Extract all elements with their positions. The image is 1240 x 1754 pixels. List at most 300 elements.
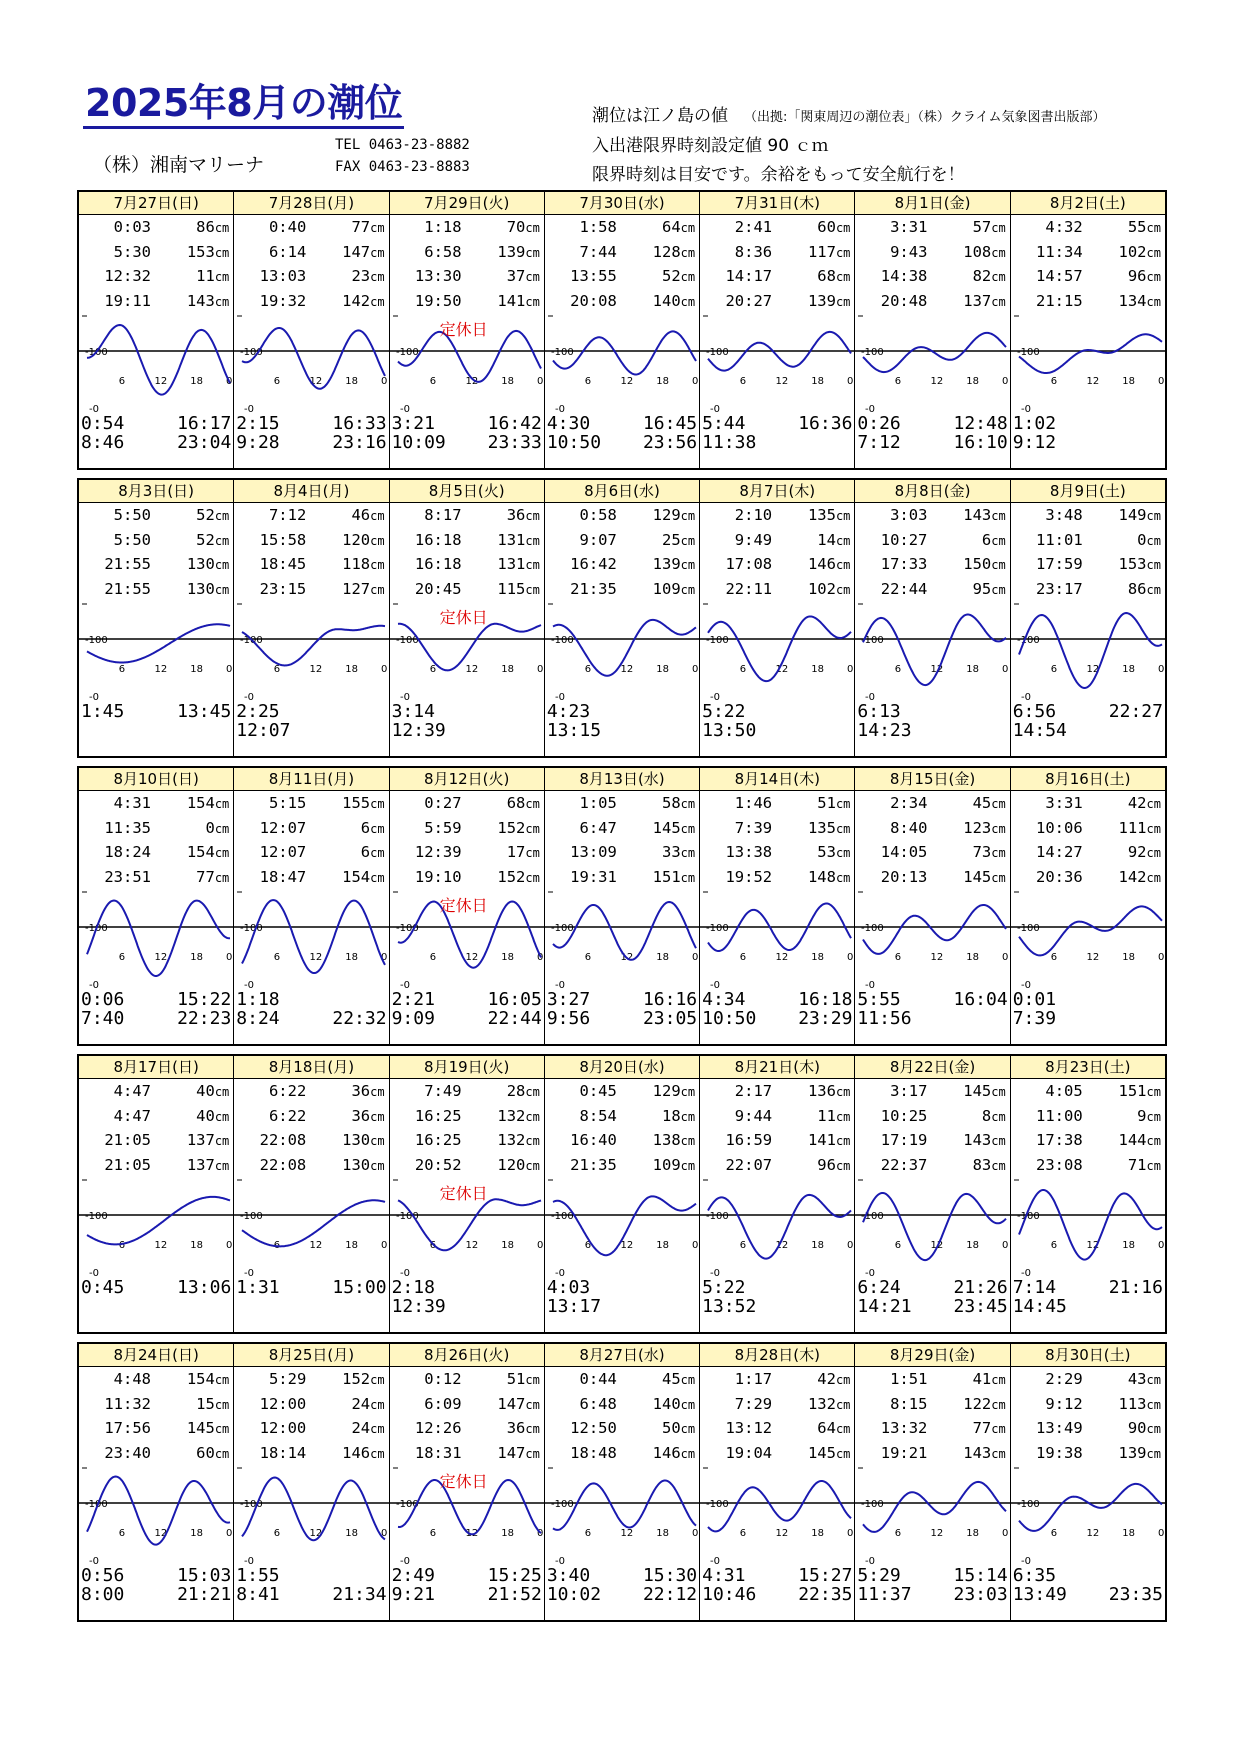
tide-height: 96cm <box>1127 267 1161 285</box>
tide-row <box>392 504 540 529</box>
tide-list <box>855 215 1009 314</box>
tide-unit: cm <box>525 1085 540 1099</box>
tide-time: 21:55 <box>104 555 151 573</box>
tide-row <box>392 841 540 866</box>
x-tick-label: 0 <box>691 1240 699 1251</box>
tide-unit: cm <box>680 1446 696 1461</box>
tide-height: 9cm <box>1137 1106 1161 1125</box>
tide-graph <box>79 596 234 704</box>
week-row <box>77 1054 1167 1334</box>
limit-time: 13:52 <box>702 1296 757 1317</box>
tide-height: 154cm <box>186 843 230 861</box>
x-tick-label: 6 <box>739 664 747 675</box>
limit-times <box>1013 702 1163 740</box>
day-cell <box>233 1056 388 1332</box>
tide-unit: cm <box>680 1109 696 1124</box>
tide-height: 130cm <box>186 555 230 573</box>
tide-unit: cm <box>991 533 1006 548</box>
limit-times <box>236 702 386 740</box>
tide-height: 127cm <box>342 579 385 598</box>
limit-time: 21:52 <box>487 1584 542 1605</box>
limit-time: 5:22 <box>702 1277 746 1298</box>
day-cell <box>1010 480 1165 756</box>
x-tick-label: 6 <box>118 952 126 963</box>
tide-time: 2:17 <box>734 1082 773 1100</box>
day-cell <box>389 1056 544 1332</box>
tide-time: 13:38 <box>725 843 773 861</box>
tide-row <box>392 1129 540 1154</box>
tide-time: 22:08 <box>259 1131 307 1149</box>
tide-graph <box>1011 1172 1166 1280</box>
tide-time: 11:32 <box>104 1394 151 1413</box>
limit-time: 4:03 <box>546 1277 591 1298</box>
tide-row <box>857 216 1005 241</box>
tide-height: 50cm <box>662 1419 696 1437</box>
tide-height: 146cm <box>342 1443 385 1462</box>
tide-unit: cm <box>214 1085 230 1099</box>
tide-time: 3:17 <box>890 1082 928 1100</box>
tide-time: 0:40 <box>268 218 307 236</box>
tide-time: 2:10 <box>734 506 773 524</box>
tide-height: 64cm <box>662 218 696 236</box>
day-header: 8月27日(水) <box>545 1344 699 1367</box>
limit-row <box>236 990 386 1009</box>
tide-height: 40cm <box>196 1106 230 1125</box>
limit-time: 10:50 <box>546 432 602 453</box>
x-tick-label: 12 <box>154 664 168 675</box>
tide-row <box>857 1105 1005 1130</box>
x-tick-label: 6 <box>274 1528 281 1539</box>
x-tick-label: 0 <box>381 664 388 675</box>
x-tick-label: 12 <box>620 1528 634 1539</box>
tide-unit: cm <box>991 558 1006 572</box>
tide-unit: cm <box>525 846 540 860</box>
y-label-0: -0 <box>865 980 876 991</box>
tide-unit: cm <box>214 582 230 597</box>
limit-time: 9:21 <box>391 1584 435 1605</box>
limit-time: 5:55 <box>857 989 901 1010</box>
x-tick-label: 0 <box>1002 1240 1009 1251</box>
tide-height: 68cm <box>506 794 540 812</box>
tide-unit: cm <box>525 821 540 836</box>
tide-height: 96cm <box>817 1155 851 1174</box>
day-cell <box>544 480 699 756</box>
tide-height: 117cm <box>807 242 851 261</box>
tide-unit: cm <box>1146 270 1161 284</box>
fax-number: FAX 0463-23-8883 <box>335 159 470 175</box>
limit-time: 8:00 <box>81 1584 125 1605</box>
tide-unit: cm <box>1146 1109 1161 1124</box>
limit-row <box>857 1278 1007 1297</box>
limit-row <box>236 414 386 433</box>
tide-unit: cm <box>370 582 385 597</box>
tide-height: 123cm <box>963 818 1006 837</box>
tide-time: 14:05 <box>880 843 928 861</box>
limit-row <box>702 414 852 433</box>
limit-time: 12:39 <box>391 1296 446 1317</box>
day-header: 8月10日(日) <box>79 768 233 791</box>
tide-height: 102cm <box>1118 242 1161 261</box>
tide-graph <box>234 884 389 992</box>
y-label-0: -0 <box>399 980 410 991</box>
limit-time: 0:56 <box>81 1565 125 1586</box>
y-label-100: -100 <box>240 1499 263 1510</box>
x-tick-label: 6 <box>1050 1528 1057 1539</box>
y-label-100: -100 <box>85 1499 108 1510</box>
note-safety: 限界時刻は目安です。余裕をもって安全航行を！ <box>592 165 965 185</box>
tide-row <box>1013 504 1161 529</box>
tide-time: 17:19 <box>880 1131 928 1149</box>
tide-time: 9:12 <box>1045 1394 1083 1413</box>
x-tick-label: 18 <box>190 952 203 963</box>
x-tick-label: 18 <box>811 376 825 387</box>
limit-time: 22:23 <box>177 1008 232 1029</box>
x-tick-label: 12 <box>930 952 944 963</box>
tide-curve <box>708 1481 851 1531</box>
tide-height: 146cm <box>807 555 851 573</box>
tide-row <box>81 1393 229 1418</box>
tide-graph <box>1011 884 1166 992</box>
x-tick-label: 12 <box>775 1240 789 1251</box>
tide-time: 19:32 <box>259 291 307 310</box>
tide-time: 8:54 <box>579 1106 617 1125</box>
y-label-100: -100 <box>395 1499 419 1510</box>
day-header: 8月5日(火) <box>390 480 544 503</box>
tide-height: 109cm <box>652 1155 696 1174</box>
tide-time: 6:22 <box>268 1082 307 1100</box>
tide-time: 20:08 <box>570 291 617 310</box>
tide-time: 0:58 <box>579 506 617 524</box>
y-label-0: -0 <box>554 1268 565 1279</box>
y-label-100: -100 <box>861 1211 885 1222</box>
tide-time: 4:05 <box>1045 1082 1083 1100</box>
day-cell <box>1010 768 1165 1044</box>
tide-row <box>1013 817 1161 842</box>
tide-curve <box>87 901 233 977</box>
tide-unit: cm <box>1146 1158 1161 1173</box>
tide-unit: cm <box>214 1446 230 1461</box>
x-tick-label: 6 <box>584 952 591 963</box>
x-tick-label: 12 <box>620 376 634 387</box>
limit-time: 7:12 <box>857 432 901 453</box>
week-row <box>77 190 1167 470</box>
tide-height: 109cm <box>652 579 696 598</box>
x-tick-label: 12 <box>930 664 944 675</box>
tide-height: 120cm <box>342 530 385 549</box>
day-cell <box>544 1056 699 1332</box>
tide-row <box>702 1105 850 1130</box>
x-tick-label: 12 <box>154 952 168 963</box>
limit-time: 9:12 <box>1012 432 1057 453</box>
tide-list <box>79 1367 233 1466</box>
tide-height: 143cm <box>963 1443 1006 1462</box>
x-tick-label: 12 <box>465 664 478 675</box>
y-label-100: -100 <box>1016 635 1040 646</box>
tide-unit: cm <box>370 1134 385 1148</box>
day-header: 8月14日(木) <box>700 768 854 791</box>
day-cell <box>544 192 699 468</box>
limit-times <box>702 1278 852 1316</box>
day-header: 8月25日(月) <box>234 1344 388 1367</box>
x-tick-label: 12 <box>154 1528 168 1539</box>
y-label-0: -0 <box>710 404 721 415</box>
tide-time: 19:31 <box>570 867 617 886</box>
tide-time: 18:45 <box>259 555 307 573</box>
limit-times <box>857 702 1007 740</box>
tide-time: 12:50 <box>570 1419 617 1437</box>
limit-row <box>236 1585 386 1604</box>
x-tick-label: 12 <box>154 1240 168 1251</box>
tide-time: 12:00 <box>259 1419 307 1437</box>
tide-unit: cm <box>1146 1422 1161 1436</box>
tide-height: 155cm <box>342 794 385 812</box>
tide-unit: cm <box>214 509 230 523</box>
tide-time: 13:49 <box>1036 1419 1083 1437</box>
x-tick-label: 18 <box>190 376 203 387</box>
limit-times <box>236 1278 386 1316</box>
tide-time: 17:38 <box>1036 1131 1083 1149</box>
tide-time: 9:07 <box>579 530 617 549</box>
limit-time: 21:16 <box>1108 1277 1163 1298</box>
x-tick-label: 0 <box>536 664 543 675</box>
y-label-0: -0 <box>244 692 255 703</box>
tide-unit: cm <box>525 1422 540 1436</box>
limit-time: 16:45 <box>642 413 698 434</box>
x-tick-label: 6 <box>274 664 281 675</box>
y-label-0: -0 <box>554 1556 565 1567</box>
y-label-0: -0 <box>1020 980 1031 991</box>
x-tick-label: 12 <box>309 1528 323 1539</box>
tide-unit: cm <box>214 1158 230 1173</box>
tide-unit: cm <box>835 1085 851 1099</box>
tide-height: 37cm <box>506 267 540 285</box>
x-tick-label: 12 <box>620 664 634 675</box>
tide-curve <box>863 1482 1006 1532</box>
tide-height: 132cm <box>807 1394 851 1413</box>
y-label-100: -100 <box>240 923 263 934</box>
limit-row <box>702 1278 852 1297</box>
y-label-0: -0 <box>89 1556 99 1567</box>
tide-graph <box>545 1172 700 1280</box>
tide-row <box>236 1105 384 1130</box>
tide-unit: cm <box>680 270 696 284</box>
limit-time: 5:22 <box>702 701 746 722</box>
y-label-0: -0 <box>244 1556 255 1567</box>
tide-unit: cm <box>370 294 385 309</box>
x-tick-label: 18 <box>500 1240 514 1251</box>
limit-time: 15:03 <box>177 1565 232 1586</box>
limit-time: 3:14 <box>391 701 435 722</box>
tide-row <box>81 553 229 578</box>
limit-times <box>236 414 386 452</box>
tide-height: 77cm <box>196 867 230 886</box>
tide-time: 11:34 <box>1036 242 1083 261</box>
limit-time: 3:27 <box>546 989 591 1010</box>
tide-graph <box>545 596 700 704</box>
limit-times <box>547 1278 697 1316</box>
x-tick-label: 18 <box>811 664 825 675</box>
tide-height: 120cm <box>497 1155 540 1174</box>
tide-curve <box>863 905 1006 954</box>
tide-row <box>547 1417 695 1442</box>
tide-calendar <box>77 190 1167 1630</box>
tide-row <box>857 529 1005 554</box>
tide-time: 1:05 <box>579 794 617 812</box>
limit-time: 15:22 <box>177 989 232 1010</box>
limit-row <box>392 721 542 740</box>
tide-time: 17:59 <box>1036 555 1083 573</box>
tide-time: 7:49 <box>424 1082 462 1100</box>
tide-unit: cm <box>835 1158 851 1173</box>
limit-times <box>1013 990 1163 1028</box>
limit-time: 2:49 <box>391 1565 435 1586</box>
y-label-100: -100 <box>550 347 574 358</box>
tide-unit: cm <box>680 509 696 523</box>
tide-curve <box>242 626 385 666</box>
limit-time: 13:45 <box>177 701 232 722</box>
day-cell <box>389 1344 544 1620</box>
limit-times <box>702 990 852 1028</box>
x-tick-label: 12 <box>620 952 634 963</box>
tide-height: 129cm <box>652 1082 696 1100</box>
limit-row <box>547 990 697 1009</box>
tide-height: 149cm <box>1118 506 1161 524</box>
y-label-100: -100 <box>706 347 729 358</box>
tide-time: 3:31 <box>890 218 928 236</box>
x-tick-label: 6 <box>1050 376 1057 387</box>
y-label-100: -100 <box>706 635 729 646</box>
tide-row <box>236 265 384 290</box>
tide-time: 14:27 <box>1036 843 1083 861</box>
limit-time: 16:18 <box>798 989 853 1010</box>
tide-list <box>234 503 388 602</box>
tide-time: 7:39 <box>734 818 773 837</box>
tide-unit: cm <box>835 221 851 235</box>
tide-row <box>236 1417 384 1442</box>
tide-unit: cm <box>214 1109 230 1124</box>
day-cell <box>699 480 854 756</box>
day-header: 8月30日(土) <box>1011 1344 1165 1367</box>
tide-time: 21:35 <box>570 579 617 598</box>
tide-time: 12:07 <box>259 818 307 837</box>
day-cell <box>233 768 388 1044</box>
day-cell <box>854 480 1009 756</box>
tel-number: TEL 0463-23-8882 <box>335 137 470 153</box>
tide-height: 129cm <box>652 506 696 524</box>
tide-row <box>547 1368 695 1393</box>
limit-times <box>547 1566 697 1604</box>
tide-height: 143cm <box>963 506 1006 524</box>
tide-graph <box>855 596 1010 704</box>
tide-row <box>392 265 540 290</box>
day-cell <box>544 1344 699 1620</box>
tide-time: 8:36 <box>734 242 773 261</box>
tide-unit: cm <box>991 1109 1006 1124</box>
note-limit-setting: 入出港限界時刻設定値 90 ｃｍ <box>592 136 829 156</box>
limit-time: 12:48 <box>953 413 1008 434</box>
tide-row <box>392 1368 540 1393</box>
tide-row <box>236 817 384 842</box>
tide-unit: cm <box>680 846 696 860</box>
tide-unit: cm <box>835 1422 851 1436</box>
limit-time: 21:26 <box>953 1277 1008 1298</box>
tide-height: 11cm <box>817 1106 851 1125</box>
tide-unit: cm <box>525 797 540 811</box>
tide-time: 12:32 <box>104 267 151 285</box>
tide-unit: cm <box>991 582 1006 597</box>
holiday-label: 定休日 <box>439 608 488 627</box>
x-tick-label: 12 <box>465 1528 478 1539</box>
y-label-100: -100 <box>395 1211 419 1222</box>
tide-row <box>236 241 384 266</box>
limit-time: 13:15 <box>546 720 602 741</box>
y-label-100: -100 <box>861 635 885 646</box>
tide-row <box>81 792 229 817</box>
limit-time: 16:33 <box>332 413 387 434</box>
y-label-100: -100 <box>550 1499 574 1510</box>
tide-height: 90cm <box>1127 1419 1161 1437</box>
x-tick-label: 18 <box>811 1240 825 1251</box>
x-tick-label: 6 <box>739 376 747 387</box>
tide-height: 141cm <box>807 1131 851 1149</box>
limit-row <box>1013 433 1163 452</box>
tide-height: 115cm <box>497 579 540 598</box>
tide-list <box>855 503 1009 602</box>
y-label-0: -0 <box>89 404 99 415</box>
tide-row <box>1013 216 1161 241</box>
x-tick-label: 0 <box>691 664 699 675</box>
tide-row <box>702 841 850 866</box>
y-label-100: -100 <box>395 347 419 358</box>
tide-row <box>81 1080 229 1105</box>
x-tick-label: 0 <box>1157 664 1165 675</box>
tide-height: 77cm <box>972 1419 1006 1437</box>
limit-time: 16:42 <box>487 413 542 434</box>
limit-row <box>1013 1297 1163 1316</box>
x-tick-label: 6 <box>274 376 281 387</box>
tide-graph <box>700 884 855 992</box>
limit-row <box>81 1297 231 1316</box>
tide-row <box>392 553 540 578</box>
limit-time: 23:56 <box>642 432 698 453</box>
tide-height: 145cm <box>186 1419 230 1437</box>
limit-row <box>547 1278 697 1297</box>
day-cell <box>79 192 233 468</box>
tide-height: 36cm <box>351 1082 385 1100</box>
tide-row <box>392 529 540 554</box>
limit-times <box>392 990 542 1028</box>
tide-unit: cm <box>214 270 230 284</box>
y-label-100: -100 <box>1016 1211 1040 1222</box>
tide-unit: cm <box>525 1373 540 1387</box>
x-tick-label: 12 <box>1086 376 1099 387</box>
tide-height: 86cm <box>196 218 230 236</box>
limit-row <box>547 433 697 452</box>
tide-height: 122cm <box>963 1394 1006 1413</box>
tide-time: 20:52 <box>414 1155 462 1174</box>
tide-curve <box>1016 1484 1162 1531</box>
limit-time: 7:39 <box>1012 1008 1057 1029</box>
tide-row <box>702 817 850 842</box>
tide-height: 151cm <box>1118 1082 1161 1100</box>
tide-unit: cm <box>370 1373 385 1387</box>
tide-time: 22:11 <box>725 579 773 598</box>
limit-row <box>81 1278 231 1297</box>
tide-graph <box>1011 308 1166 416</box>
limit-time: 2:18 <box>391 1277 435 1298</box>
tide-height: 130cm <box>342 1131 385 1149</box>
x-tick-label: 18 <box>500 1528 514 1539</box>
